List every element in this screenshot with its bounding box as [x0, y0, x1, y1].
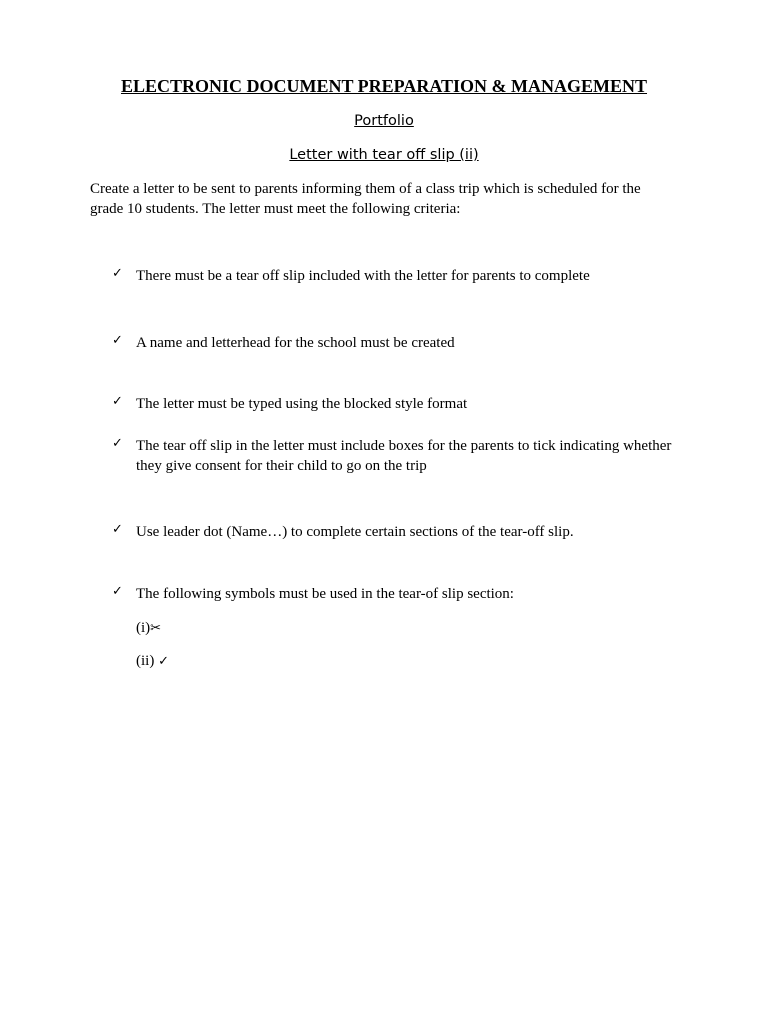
- check-icon: ✓: [112, 584, 123, 599]
- document-title: ELECTRONIC DOCUMENT PREPARATION & MANAGEMENT: [120, 76, 648, 96]
- check-icon: ✓: [112, 394, 123, 409]
- symbol-label: (i): [136, 620, 151, 636]
- check-icon: ✓: [112, 333, 123, 348]
- criteria-text: The letter must be typed using the blocked style format: [136, 396, 468, 412]
- letter-heading: Letter with tear off slip (ii): [289, 147, 479, 163]
- check-icon: ✓: [112, 436, 123, 451]
- symbol-scissors: [136, 618, 161, 639]
- intro-paragraph: Create a letter to be sent to parents informing them of a class trip which is scheduled for the grade 10 students. The letter must meet the following criteria:: [90, 181, 641, 217]
- scissors-icon: ✂: [150, 621, 162, 636]
- criteria-text: The tear off slip in the letter must include boxes for the parents to tick indicating whether they give consent for their child to go on the trip: [136, 438, 672, 474]
- criteria-text: The following symbols must be used in the tear-of slip section:: [136, 586, 514, 602]
- criteria-text: Use leader dot (Name…) to complete certain sections of the tear-off slip.: [136, 524, 574, 540]
- check-icon: ✓: [112, 522, 123, 537]
- symbol-label: (ii): [136, 653, 159, 669]
- portfolio-subtitle: Portfolio: [354, 113, 414, 129]
- check-icon: ✓: [112, 266, 123, 281]
- criteria-text: A name and letterhead for the school must be created: [136, 335, 455, 351]
- check-icon: ✓: [158, 654, 169, 669]
- symbol-check: [136, 651, 169, 672]
- criteria-text: There must be a tear off slip included with the letter for parents to complete: [136, 268, 590, 284]
